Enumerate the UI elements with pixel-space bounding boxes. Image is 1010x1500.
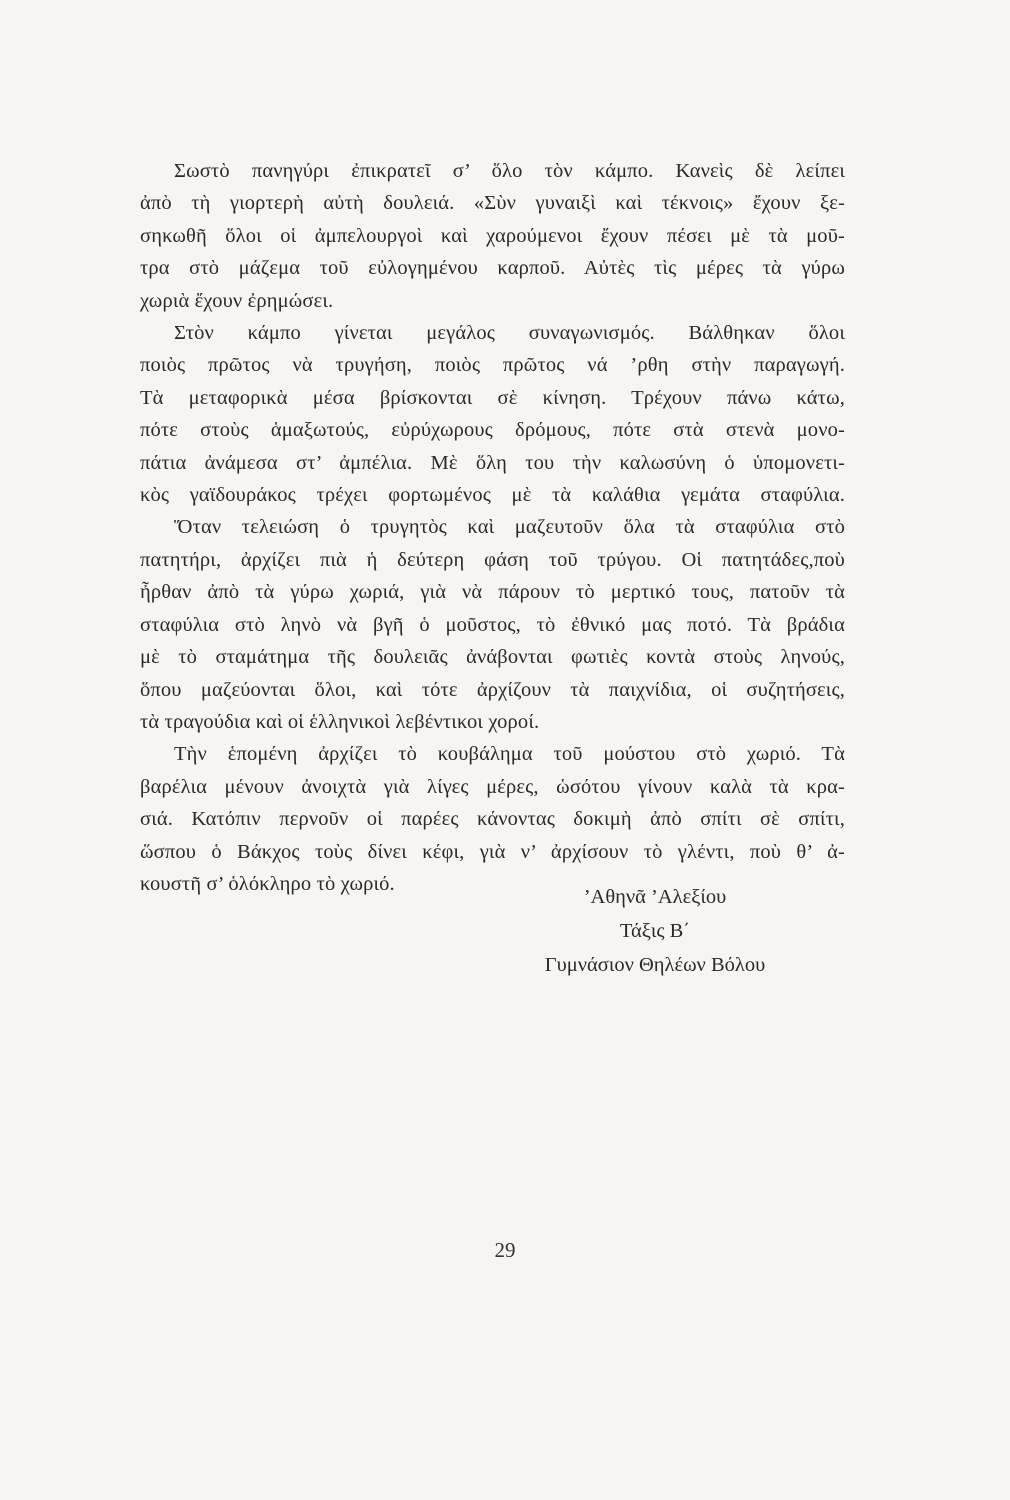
paragraph-4 <box>140 738 845 900</box>
text-line: ἦρθαν ἀπὸ τὰ γύρω χωριά, γιὰ νὰ πάρουν τὸ μερτικό τους, πατοῦν τὰ <box>140 581 845 604</box>
page-number: 29 <box>494 1238 516 1262</box>
text-line: Τὴν ἑπομένη ἀρχίζει τὸ κουβάλημα τοῦ μούστου στὸ χωριό. Τὰ <box>174 743 845 766</box>
text-line: Ὅταν τελειώση ὁ τρυγητὸς καὶ μαζευτοῦν ὅλα τὰ σταφύλια στὸ <box>174 516 845 539</box>
text-line: τρα στὸ μάζεμα τοῦ εὐλογημένου καρποῦ. Αὐτὲς τὶς μέρες τὰ γύρω <box>140 257 845 280</box>
text-line: σιά. Κατόπιν περνοῦν οἱ παρέες κάνοντας δοκιμὴ ἀπὸ σπίτι σὲ σπίτι, <box>140 808 845 831</box>
text-line: ἀπὸ τὴ γιορτερὴ αὐτὴ δουλειά. «Σὺν γυναιξὶ καὶ τέκνοις» ἔχουν ξε- <box>140 192 845 215</box>
author-class: Τάξις Β΄ <box>619 920 691 942</box>
text-line: πατητήρι, ἀρχίζει πιὰ ἡ δεύτερη φάση τοῦ τρύγου. Οἱ πατητάδες,ποὺ <box>140 548 845 571</box>
text-line: Τὰ μεταφορικὰ μέσα βρίσκονται σὲ κίνηση. Τρέχουν πάνω κάτω, <box>140 386 845 409</box>
text-line: βαρέλια μένουν ἀνοιχτὰ γιὰ λίγες μέρες, ὡσότου γίνουν καλὰ τὰ κρα- <box>140 775 845 798</box>
paragraph-3 <box>140 511 845 738</box>
text-line: κὸς γαϊδουράκος τρέχει φορτωμένος μὲ τὰ καλάθια γεμάτα σταφύλια. <box>140 484 845 507</box>
text-line: κουστῆ σ’ ὁλόκληρο τὸ χωριό. <box>140 872 395 895</box>
author-name: ’Αθηνᾶ ’Αλεξίου <box>583 886 727 908</box>
paragraph-2 <box>140 317 845 511</box>
text-line: Στὸν κάμπο γίνεται μεγάλος συναγωνισμός. Βάλθηκαν ὅλοι <box>174 322 845 345</box>
text-line: μὲ τὸ σταμάτημα τῆς δουλειᾶς ἀνάβονται φωτιὲς κοντὰ στοὺς ληνούς, <box>140 646 845 669</box>
text-line: πότε στοὺς ἁμαξωτούς, εὐρύχωρους δρόμους, πότε στὰ στενὰ μονο- <box>140 419 845 442</box>
text-line: τὰ τραγούδια καὶ οἱ ἑλληνικοὶ λεβέντικοι χοροί. <box>140 710 540 733</box>
text-line: ὥσπου ὁ Βάκχος τοὺς δίνει κέφι, γιὰ ν’ ἀρχίσουν τὸ γλέντι, ποὺ θ’ ἀ- <box>140 840 845 863</box>
text-line: σηκωθῆ ὅλοι οἱ ἀμπελουργοὶ καὶ χαρούμενοι ἔχουν πέσει μὲ τὰ μοῦ- <box>140 224 845 247</box>
paragraph-1 <box>140 155 845 317</box>
author-school: Γυμνάσιον Θηλέων Βόλου <box>544 954 766 976</box>
text-line: ὅπου μαζεύονται ὅλοι, καὶ τότε ἀρχίζουν τὰ παιχνίδια, οἱ συζητήσεις, <box>140 678 845 701</box>
text-line: πάτια ἀνάμεσα στ’ ἀμπέλια. Μὲ ὅλη του τὴν καλωσύνη ὁ ὑπομονετι- <box>140 451 845 474</box>
signature-block <box>500 880 810 982</box>
text-line: Σωστὸ πανηγύρι ἐπικρατεῖ σ’ ὅλο τὸν κάμπο. Κανεὶς δὲ λείπει <box>174 160 845 182</box>
text-line: ποιὸς πρῶτος νὰ τρυγήση, ποιὸς πρῶτος νά ’ρθη στὴν παραγωγή. <box>140 354 845 377</box>
text-line: χωριὰ ἔχουν ἐρημώσει. <box>140 289 334 312</box>
text-line: σταφύλια στὸ ληνὸ νὰ βγῆ ὁ μοῦστος, τὸ ἐθνικό μας ποτό. Τὰ βράδια <box>140 613 845 636</box>
body-text <box>140 155 845 900</box>
